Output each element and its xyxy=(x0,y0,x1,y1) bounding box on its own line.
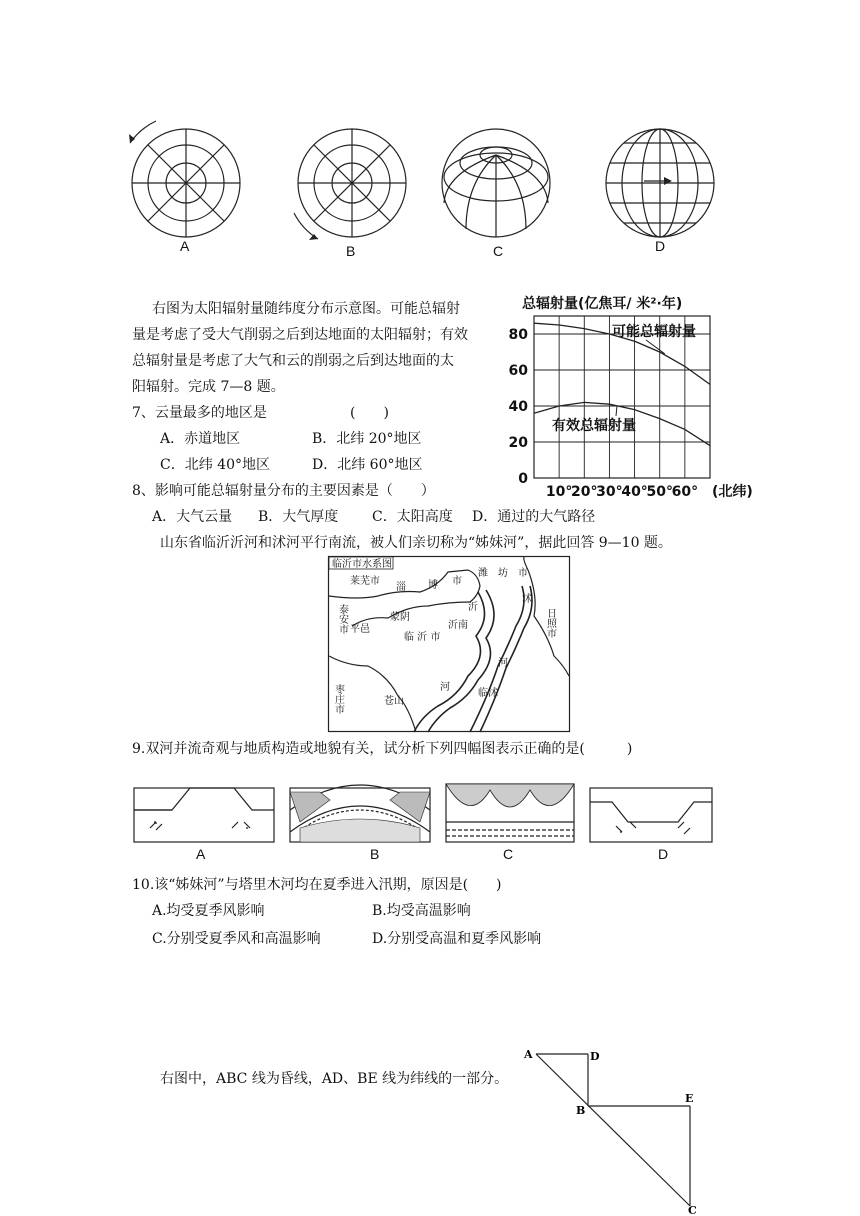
q10-option-a: A.均受夏季风影响 xyxy=(152,903,265,919)
q9-stem: 9.双河并流奇观与地质构造或地貌有关，试分析下列四幅图表示正确的是( ) xyxy=(132,741,633,757)
map-label-yinan: 沂南 xyxy=(448,620,468,631)
map-title: 临沂市水系图 xyxy=(332,559,392,570)
globe-a xyxy=(129,121,240,237)
fig-label-c: C xyxy=(688,1204,697,1216)
map-label-cangshan: 苍山 xyxy=(384,696,404,707)
q9-label-d: D xyxy=(658,846,669,862)
fig-label-a: A xyxy=(524,1048,533,1061)
globe-label-d: D xyxy=(655,238,666,254)
map-label-he-2: 河 xyxy=(440,682,450,693)
chart-y-tick: 80 xyxy=(508,327,528,343)
q7-option-d: D．北纬 60°地区 xyxy=(312,457,423,473)
chart-x-tick: 50° xyxy=(646,484,673,500)
chart-x-tick: 10° xyxy=(545,484,573,500)
chart-x-label: (北纬) xyxy=(712,484,753,500)
map-label-rizhao: 日照市 xyxy=(544,608,556,638)
map-label-linyi: 临 沂 市 xyxy=(404,632,441,643)
q7-option-a: A．赤道地区 xyxy=(160,431,241,447)
map-label-shi: 市 xyxy=(452,576,462,587)
q9-diagram-b xyxy=(290,785,430,842)
q10-option-b: B.均受高温影响 xyxy=(372,903,471,919)
q9-label-a: A xyxy=(196,846,206,862)
fig-label-e: E xyxy=(685,1092,694,1105)
intro-radiation-line-4: 阳辐射。完成 7—8 题。 xyxy=(132,379,285,395)
q9-diagram-d xyxy=(590,788,712,842)
intro-river: 山东省临沂沂河和沭河平行南流，被人们亲切称为“姊妹河”，据此回答 9—10 题。 xyxy=(160,535,672,551)
radiation-chart xyxy=(500,290,780,502)
q9-diagrams xyxy=(0,770,860,850)
map-label-shu: 沭 xyxy=(522,594,532,605)
chart-x-tick: 20° xyxy=(571,484,598,500)
globe-b xyxy=(294,129,406,240)
chart-series-label: 可能总辐射量 xyxy=(612,324,696,340)
q10-option-c: C.分别受夏季风和高温影响 xyxy=(152,931,321,947)
q9-diagram-a xyxy=(134,788,274,842)
chart-y-tick: 20 xyxy=(508,435,528,451)
globe-figures xyxy=(0,0,860,270)
chart-x-tick: 30° xyxy=(596,484,623,500)
terminator-figure xyxy=(520,1040,720,1216)
intro-radiation-line-1: 右图为太阳辐射量随纬度分布示意图。可能总辐射 xyxy=(152,301,460,317)
globe-label-a: A xyxy=(180,238,190,254)
chart-series-leader xyxy=(616,406,617,416)
q10-option-d: D.分别受高温和夏季风影响 xyxy=(372,931,542,947)
q8-option-c: C．太阳高度 xyxy=(372,509,453,525)
fig-label-b: B xyxy=(576,1104,586,1117)
q8-option-d: D．通过的大气路径 xyxy=(472,509,596,525)
chart-frame xyxy=(534,316,710,478)
map-label-linshu: 临沭 xyxy=(478,688,498,699)
q9-diagram-c xyxy=(446,784,574,842)
map-label-weifang: 潍 坊 市 xyxy=(478,568,528,579)
globe-c xyxy=(442,129,550,237)
q7-stem: 7、云量最多的地区是 xyxy=(132,405,267,421)
map-label-yi: 沂 xyxy=(468,602,478,613)
globe-label-c: C xyxy=(493,243,504,259)
q9-label-b: B xyxy=(370,846,380,862)
chart-series-label: 有效总辐射量 xyxy=(552,418,636,434)
q8-stem: 8、影响可能总辐射量分布的主要因素是（ ） xyxy=(132,483,435,499)
map-label-bo: 博 xyxy=(428,580,438,591)
chart-x-tick: 60° xyxy=(671,484,699,500)
q7-option-c: C．北纬 40°地区 xyxy=(160,457,270,473)
chart-y-tick: 40 xyxy=(508,399,528,415)
globe-d xyxy=(606,129,714,237)
q9-label-c: C xyxy=(503,846,514,862)
linyi-water-map xyxy=(328,556,570,732)
map-label-mengyin: 蒙阴 xyxy=(390,612,410,623)
map-label-he-1: 河 xyxy=(498,658,508,669)
globe-label-b: B xyxy=(346,243,356,259)
chart-title: 总辐射量(亿焦耳/ 米²·年) xyxy=(522,296,683,312)
q7-option-b: B．北纬 20°地区 xyxy=(312,431,422,447)
chart-x-tick: 40° xyxy=(621,484,648,500)
map-label-pingyi: 平邑 xyxy=(350,624,370,635)
map-label-zi: 淄 xyxy=(396,582,406,593)
chart-y-tick: 0 xyxy=(518,471,528,487)
intro-radiation-line-2: 量是考虑了受大气削弱之后到达地面的太阳辐射；有效 xyxy=(132,327,468,343)
map-label-laiwu: 莱芜市 xyxy=(350,576,380,587)
q8-option-a: A．大气云量 xyxy=(152,509,233,525)
chart-y-tick: 60 xyxy=(508,363,528,379)
fig-label-d: D xyxy=(590,1050,600,1063)
map-label-taian: 泰安市 xyxy=(336,604,348,634)
intro-radiation-line-3: 总辐射量是考虑了大气和云的削弱之后到达地面的太 xyxy=(132,353,454,369)
q7-paren: ( ) xyxy=(350,405,389,421)
intro-terminator: 右图中，ABC 线为昏线，AD、BE 线为纬线的一部分。 xyxy=(160,1071,509,1087)
q8-option-b: B．大气厚度 xyxy=(258,509,339,525)
q10-stem: 10.该“姊妹河”与塔里木河均在夏季进入汛期，原因是( ) xyxy=(132,877,502,893)
map-label-zaozhuang: 枣庄市 xyxy=(332,684,344,714)
